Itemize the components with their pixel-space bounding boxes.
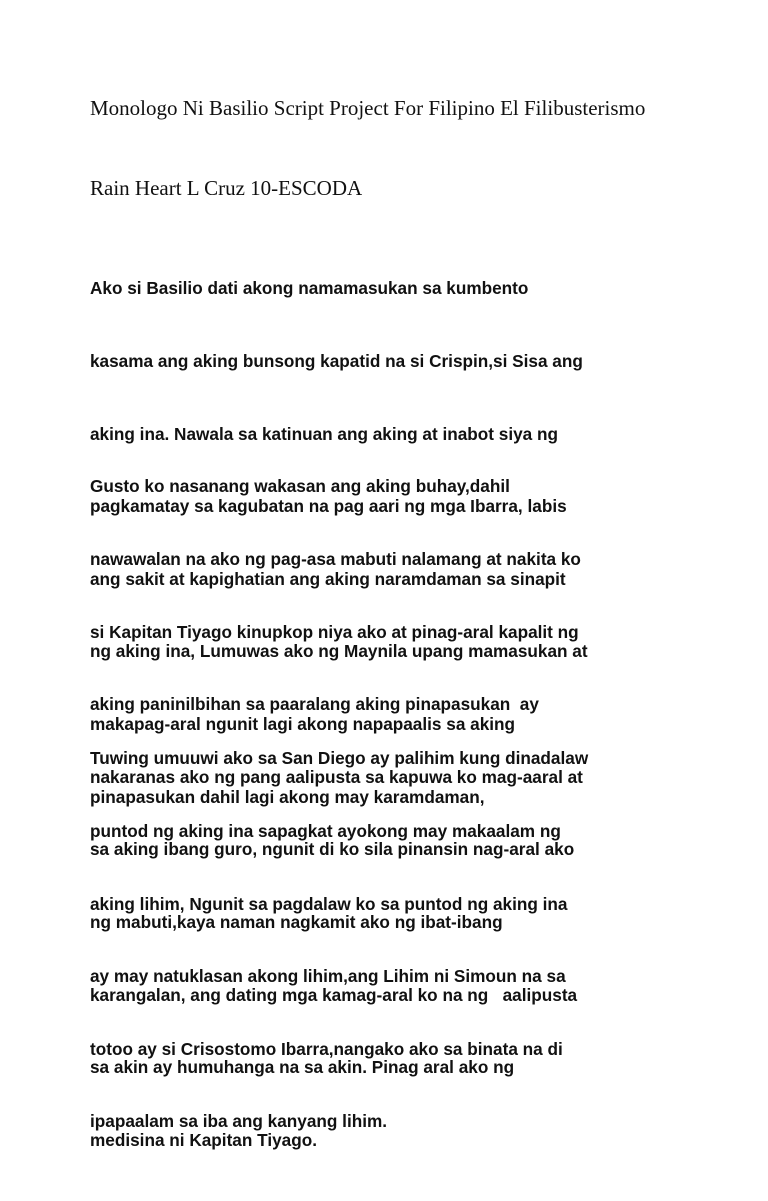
paragraph-line: nawawalan na ako ng pag-asa mabuti nalamang at nakita ko — [90, 549, 581, 570]
paragraph-line: puntod ng aking ina sapagkat ayokong may makaalam ng — [90, 821, 561, 842]
paragraph-line: ang sakit at kapighatian ang aking naramdaman sa sinapit — [90, 568, 566, 589]
paragraph-line: pinapasukan dahil lagi akong may karamdaman, — [90, 786, 485, 807]
paragraph-line: ipapaalam sa iba ang kanyang lihim. — [90, 1111, 388, 1132]
author-line: Rain Heart L Cruz 10-ESCODA — [90, 176, 363, 200]
paragraph-line: aking lihim, Ngunit sa pagdalaw ko sa puntod ng aking ina — [90, 893, 568, 914]
paragraph-line: ay may natuklasan akong lihim,ang Lihim ni Simoun na sa — [90, 966, 566, 987]
paragraph-line: kasama ang aking bunsong kapatid na si Crispin,si Sisa ang — [90, 351, 583, 372]
paragraph-line: Gusto ko nasanang wakasan ang aking buhay,dahil — [90, 476, 510, 497]
paragraph-line: karangalan, ang dating mga kamag-aral ko na ng aalipusta — [90, 984, 578, 1005]
paragraph-line: aking paninilbihan sa paaralang aking pinapasukan ay — [90, 694, 539, 715]
paragraph-line: totoo ay si Crisostomo Ibarra,nangako ako sa binata na di — [90, 1038, 563, 1059]
paragraph-line: aking ina. Nawala sa katinuan ang aking at inabot siya ng — [90, 423, 559, 444]
document-title: Monologo Ni Basilio Script Project For Filipino El Filibusterismo — [90, 96, 646, 120]
paragraph-line: pagkamatay sa kagubatan na pag aari ng mga Ibarra, labis — [90, 496, 567, 517]
paragraph-line: ng aking ina, Lumuwas ako ng Maynila upang mamasukan at — [90, 641, 588, 662]
paragraph-3 — [90, 698, 588, 1182]
paragraph-line: Ako si Basilio dati akong namamasukan sa kumbento — [90, 278, 529, 299]
paragraph-line: si Kapitan Tiyago kinupkop niya ako at pinag-aral kapalit ng — [90, 621, 579, 642]
paragraph-line: Tuwing umuuwi ako sa San Diego ay palihim kung dinadalaw — [90, 748, 589, 769]
paragraph-line: sa aking ibang guro, ngunit di ko sila pinansin nag-aral ako — [90, 839, 575, 860]
paragraph-line: ng mabuti,kaya naman nagkamit ako ng ibat-ibang — [90, 912, 503, 933]
paragraph-line: nakaranas ako ng pang aalipusta sa kapuwa ko mag-aaral at — [90, 766, 583, 787]
paragraph-line: medisina ni Kapitan Tiyago. — [90, 1129, 317, 1150]
paragraph-line: makapag-aral ngunit lagi akong napapaalis sa aking — [90, 714, 516, 735]
paragraph-line: sa akin ay humuhanga na sa akin. Pinag aral ako ng — [90, 1057, 515, 1078]
